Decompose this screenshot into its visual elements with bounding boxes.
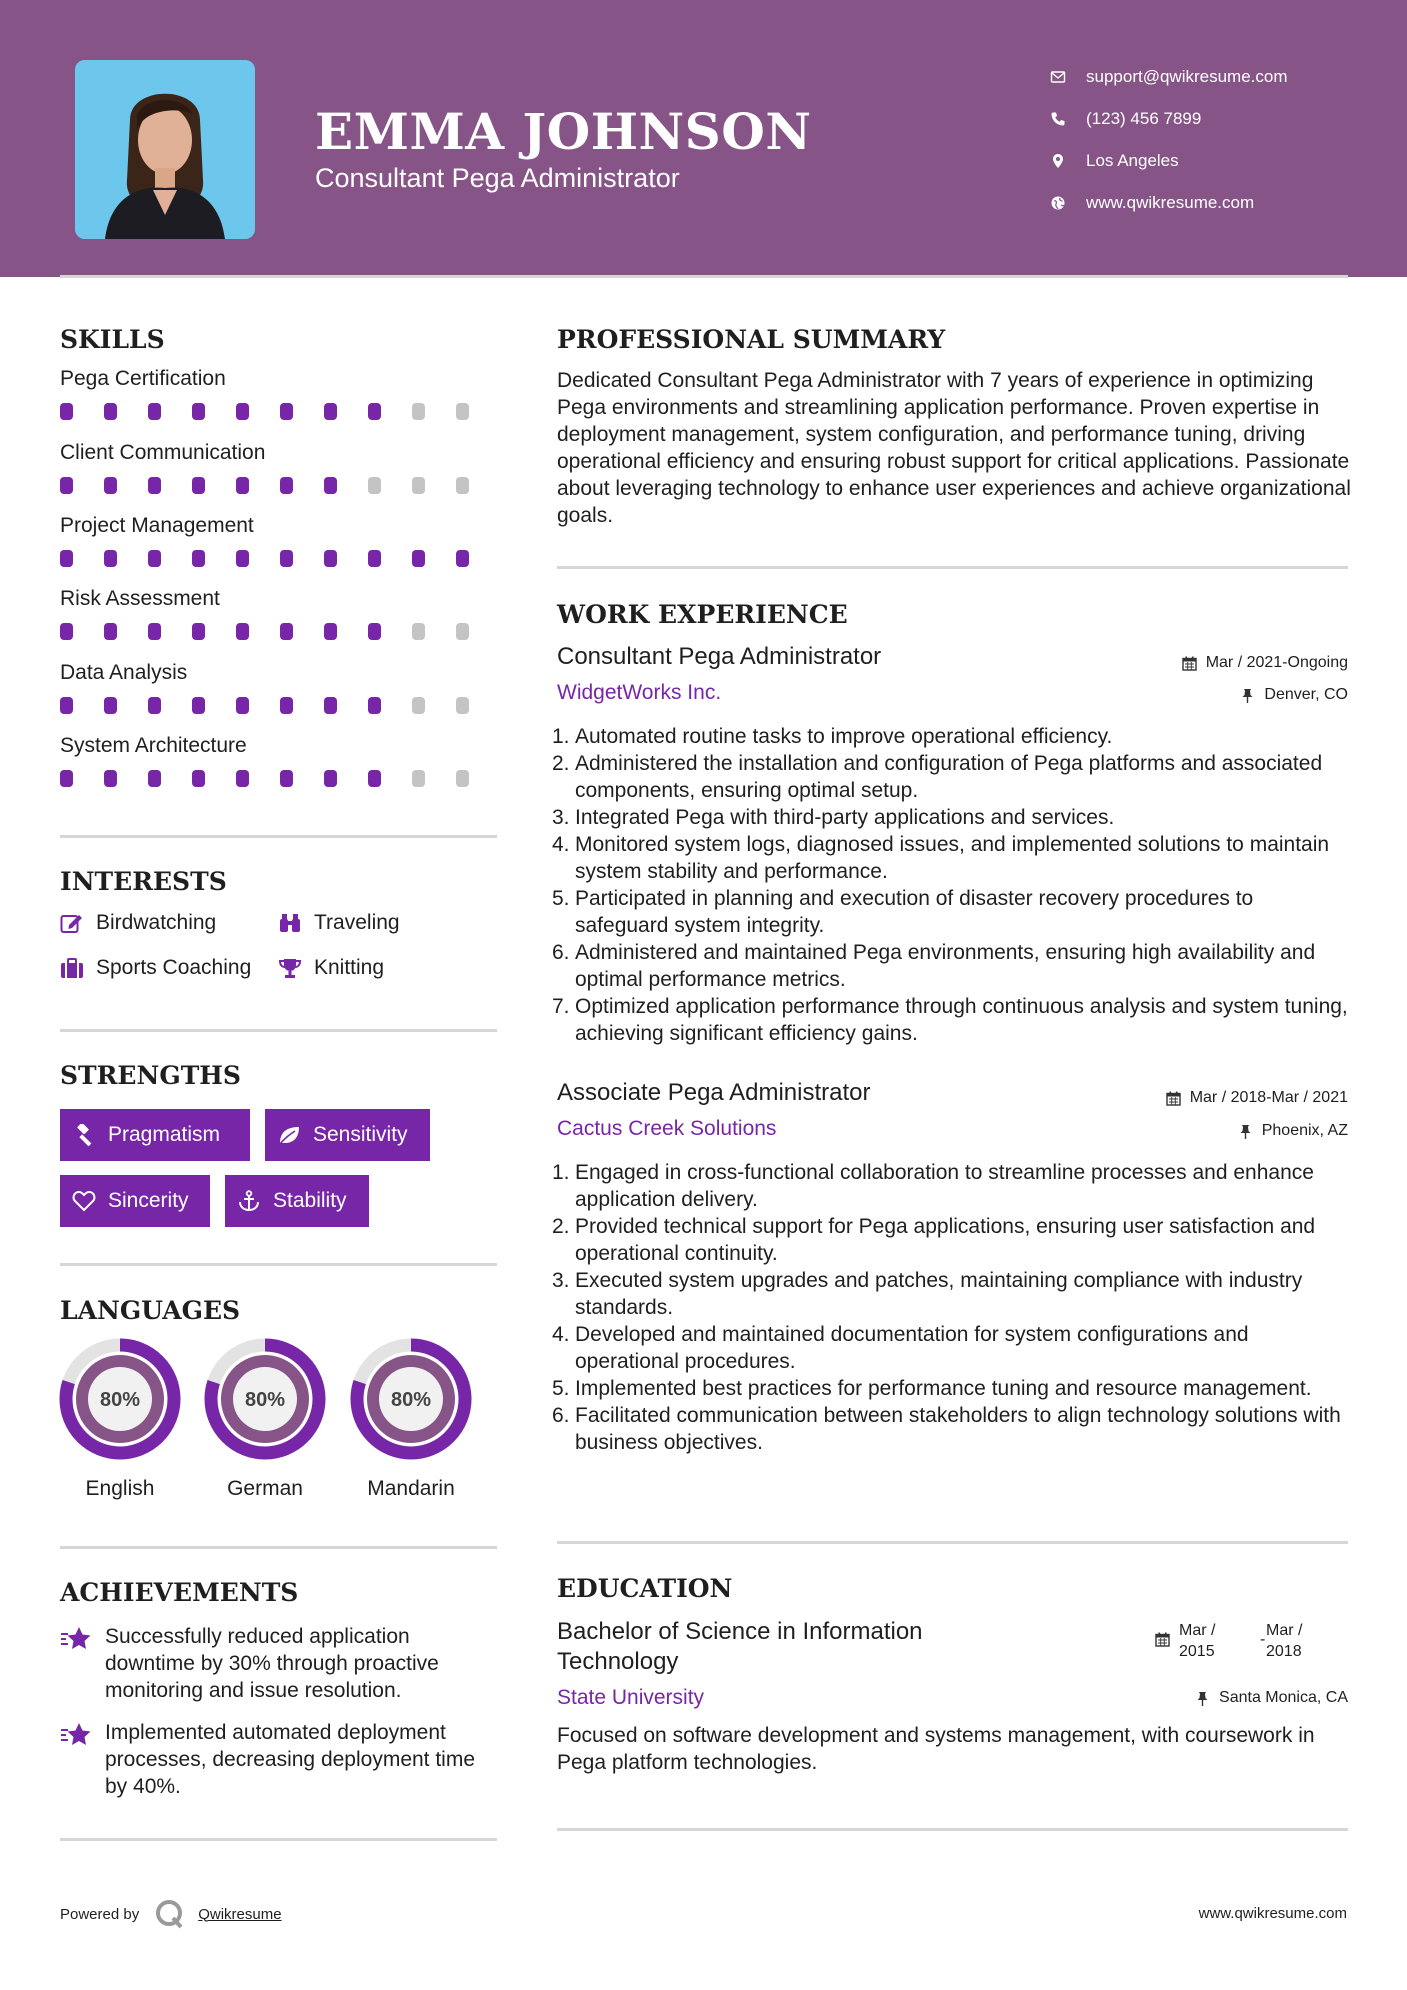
education-start-year: 2015 [1179, 1643, 1215, 1660]
rating-dot-filled [192, 477, 205, 494]
rating-dot-filled [324, 477, 337, 494]
pushpin-icon [1240, 688, 1255, 703]
rating-dot-filled [104, 477, 117, 494]
education-location-text: Santa Monica, CA [1219, 1689, 1348, 1706]
summary-divider [557, 566, 1348, 569]
contact-phone[interactable] [1050, 98, 1370, 140]
interest-label: Traveling [314, 911, 400, 934]
skill-rating [60, 550, 500, 567]
pencil-square-icon [60, 912, 84, 934]
rating-dot-filled [236, 477, 249, 494]
achievements-divider [60, 1838, 497, 1841]
contact-location [1050, 140, 1370, 182]
rating-dot-empty [456, 623, 469, 640]
responsibility-item [552, 1213, 1352, 1267]
rating-dot-empty [412, 477, 425, 494]
language-percent: 80% [244, 1389, 286, 1411]
responsibility-item [552, 804, 1352, 831]
degree-title [557, 1618, 923, 1676]
rating-dot-filled [192, 770, 205, 787]
responsibility-text: Executed system upgrades and patches, maintaining compliance with industry standards. [575, 1269, 1303, 1319]
interest-label: Birdwatching [96, 911, 217, 934]
contact-phone-text: (123) 456 7899 [1086, 109, 1202, 128]
list-number: 3. [552, 806, 570, 829]
list-number: 1. [552, 1161, 570, 1184]
responsibility-item [552, 1321, 1352, 1375]
degree-line-2: Technology [557, 1648, 679, 1675]
responsibility-text: Optimized application performance through continuous analysis and system tuning, achieving significant efficiency gains. [575, 995, 1348, 1045]
rating-dot-filled [236, 550, 249, 567]
rating-dot-empty [412, 770, 425, 787]
skill-name: Data Analysis [60, 661, 188, 684]
job-location [1240, 686, 1348, 704]
footer-powered-by [60, 1898, 282, 1930]
list-number: 1. [552, 725, 570, 748]
map-pin-icon [1050, 153, 1086, 169]
rating-dot-filled [148, 550, 161, 567]
degree-line-1: Bachelor of Science in Information [557, 1618, 923, 1645]
rating-dot-filled [60, 623, 73, 640]
job-dates-text: Mar / 2021-Ongoing [1205, 654, 1348, 671]
skill-rating [60, 770, 500, 787]
responsibility-text: Automated routine tasks to improve operational efficiency. [575, 725, 1113, 748]
job-company: Cactus Creek Solutions [557, 1117, 777, 1140]
responsibility-item [552, 1402, 1352, 1456]
skill-name: Risk Assessment [60, 587, 220, 610]
strength-label: Stability [273, 1189, 347, 1212]
education-end-year: 2018 [1266, 1643, 1302, 1660]
achievement-text: Successfully reduced application downtime by 30% through proactive monitoring and issue resolution. [105, 1625, 439, 1702]
achievement-item [60, 1623, 500, 1704]
job-location-text: Denver, CO [1264, 686, 1348, 703]
strength-label: Sincerity [108, 1189, 189, 1212]
responsibility-text: Engaged in cross-functional collaboration to streamline processes and enhance application delivery. [575, 1161, 1314, 1211]
rating-dot-empty [412, 697, 425, 714]
rating-dot-filled [192, 623, 205, 640]
responsibility-item [552, 1375, 1352, 1402]
skill-rating [60, 623, 500, 640]
rating-dot-filled [368, 697, 381, 714]
rating-dot-filled [368, 403, 381, 420]
interest-label: Sports Coaching [96, 956, 252, 979]
responsibility-text: Facilitated communication between stakeholders to align technology solutions with business objectives. [575, 1404, 1341, 1454]
rating-dot-filled [236, 697, 249, 714]
interests-divider [60, 1029, 497, 1032]
responsibility-item [552, 1159, 1352, 1213]
job-dates-text: Mar / 2018-Mar / 2021 [1189, 1089, 1348, 1106]
rating-dot-filled [368, 623, 381, 640]
language-progress-ring [350, 1338, 472, 1460]
heart-icon [72, 1190, 96, 1212]
rating-dot-filled [60, 477, 73, 494]
rating-dot-filled [236, 770, 249, 787]
rating-dot-filled [104, 697, 117, 714]
trophy-icon [278, 957, 302, 979]
rating-dot-filled [60, 697, 73, 714]
list-number: 6. [552, 941, 570, 964]
languages-title: LANGUAGES [60, 1296, 241, 1325]
responsibility-text: Implemented best practices for performance tuning and resource management. [575, 1377, 1312, 1400]
responsibility-item [552, 993, 1352, 1047]
education-start-month: Mar / [1179, 1622, 1216, 1639]
responsibility-text: Provided technical support for Pega applications, ensuring user satisfaction and operational continuity. [575, 1215, 1316, 1265]
gavel-icon [72, 1124, 96, 1146]
rating-dot-filled [368, 770, 381, 787]
education-date-dash: - [1260, 1631, 1266, 1648]
education-start-date [1179, 1620, 1215, 1662]
strengths-divider [60, 1263, 497, 1266]
education-end-date [1266, 1620, 1302, 1662]
pushpin-icon [1195, 1691, 1210, 1706]
education-title: EDUCATION [557, 1574, 733, 1603]
job-title: Consultant Pega Administrator [557, 643, 882, 670]
briefcase-icon [60, 957, 84, 979]
strength-tag [60, 1109, 250, 1161]
responsibility-text: Monitored system logs, diagnosed issues, and implemented solutions to maintain system stability and performance. [575, 833, 1330, 883]
skill-item [60, 734, 500, 787]
profile-photo [75, 60, 255, 239]
pushpin-icon [1238, 1124, 1253, 1139]
rating-dot-filled [60, 770, 73, 787]
rating-dot-filled [148, 697, 161, 714]
school-name: State University [557, 1686, 705, 1709]
rating-dot-empty [412, 623, 425, 640]
list-number: 5. [552, 887, 570, 910]
rating-dot-empty [368, 477, 381, 494]
rating-dot-filled [324, 550, 337, 567]
responsibility-item [552, 723, 1352, 750]
list-number: 4. [552, 1323, 570, 1346]
rating-dot-filled [280, 477, 293, 494]
interest-item [278, 911, 400, 935]
strength-tag [60, 1175, 210, 1227]
interest-item [278, 956, 384, 980]
rating-dot-filled [104, 550, 117, 567]
rating-dot-filled [324, 770, 337, 787]
language-name: English [85, 1477, 155, 1500]
responsibility-text: Administered the installation and configuration of Pega platforms and associated components, ensuring optimal setup. [575, 752, 1323, 802]
job-location-text: Phoenix, AZ [1261, 1122, 1348, 1139]
list-number: 6. [552, 1404, 570, 1427]
language-percent: 80% [390, 1389, 432, 1411]
skills-title: SKILLS [60, 325, 165, 354]
summary-text: Dedicated Consultant Pega Administrator with 7 years of experience in optimizing Pega environments and streamlining application performance. Proven expertise in deployment management, system configuration, and performance tuning, driving operational efficiency and ensuring robust support for critical applications. Passionate about leveraging technology to enhance user experiences and achieve organizational goals. [557, 369, 1351, 527]
rating-dot-filled [280, 550, 293, 567]
job-dates [1166, 1089, 1348, 1107]
rating-dot-filled [148, 770, 161, 787]
rating-dot-filled [104, 623, 117, 640]
rating-dot-filled [236, 403, 249, 420]
skill-item [60, 441, 500, 494]
summary-title: PROFESSIONAL SUMMARY [557, 325, 946, 354]
phone-icon [1050, 111, 1086, 127]
strength-tag [225, 1175, 369, 1227]
responsibility-text: Developed and maintained documentation for system configurations and operational procedures. [575, 1323, 1249, 1373]
strength-label: Pragmatism [108, 1123, 221, 1146]
experience-title: WORK EXPERIENCE [557, 600, 848, 629]
interest-label: Knitting [314, 956, 385, 979]
responsibility-item [552, 939, 1352, 993]
language-name: German [227, 1477, 303, 1500]
responsibility-text: Integrated Pega with third-party applications and services. [575, 806, 1115, 829]
brand-link[interactable]: Qwikresume [198, 1905, 282, 1923]
skill-item [60, 367, 500, 420]
list-number: 7. [552, 995, 570, 1018]
responsibility-item [552, 1267, 1352, 1321]
rating-dot-filled [280, 403, 293, 420]
rating-dot-filled [324, 623, 337, 640]
achievement-text: Implemented automated deployment processes, decreasing deployment time by 40%. [105, 1721, 476, 1798]
language-name: Mandarin [367, 1477, 455, 1500]
rating-dot-empty [456, 477, 469, 494]
interest-item [60, 911, 216, 935]
responsibility-text: Participated in planning and execution of disaster recovery procedures to safeguard system integrity. [575, 887, 1254, 937]
header-divider [60, 275, 1348, 278]
achievements-title: ACHIEVEMENTS [60, 1578, 299, 1607]
globe-icon [1050, 195, 1086, 211]
language-percent: 80% [99, 1389, 141, 1411]
education-divider [557, 1828, 1348, 1831]
skill-rating [60, 697, 500, 714]
rating-dot-filled [456, 550, 469, 567]
resume-header [0, 0, 1407, 277]
star-icon [60, 1625, 92, 1653]
rating-dot-empty [456, 770, 469, 787]
rating-dot-filled [192, 697, 205, 714]
rating-dot-filled [324, 697, 337, 714]
education-location [1195, 1689, 1348, 1707]
job-company: WidgetWorks Inc. [557, 681, 722, 704]
strength-label: Sensitivity [313, 1123, 408, 1146]
binoculars-icon [278, 912, 302, 934]
list-number: 3. [552, 1269, 570, 1292]
languages-divider [60, 1546, 497, 1549]
contact-email-text: support@qwikresume.com [1086, 67, 1288, 86]
rating-dot-filled [280, 770, 293, 787]
rating-dot-filled [368, 550, 381, 567]
rating-dot-filled [60, 550, 73, 567]
calendar-icon [1182, 656, 1197, 671]
language-item [204, 1338, 326, 1501]
anchor-icon [237, 1190, 261, 1212]
job-title: Associate Pega Administrator [557, 1079, 871, 1106]
calendar-icon [1166, 1091, 1181, 1106]
skill-name: Client Communication [60, 441, 266, 464]
rating-dot-empty [456, 697, 469, 714]
responsibility-text: Administered and maintained Pega environments, ensuring high availability and optimal performance metrics. [575, 941, 1316, 991]
rating-dot-filled [192, 403, 205, 420]
rating-dot-empty [456, 403, 469, 420]
list-number: 5. [552, 1377, 570, 1400]
education-dates [1153, 1620, 1313, 1664]
rating-dot-empty [412, 403, 425, 420]
experience-divider [557, 1541, 1348, 1544]
list-number: 2. [552, 752, 570, 775]
rating-dot-filled [236, 623, 249, 640]
job-dates [1182, 654, 1348, 672]
rating-dot-filled [60, 403, 73, 420]
language-item [59, 1338, 181, 1501]
job-responsibilities [552, 1159, 1352, 1456]
list-number: 2. [552, 1215, 570, 1238]
rating-dot-filled [280, 623, 293, 640]
contact-location-text: Los Angeles [1086, 151, 1179, 170]
responsibility-item [552, 831, 1352, 885]
rating-dot-filled [280, 697, 293, 714]
contact-website-text: www.qwikresume.com [1086, 193, 1255, 212]
interest-item [60, 956, 251, 980]
rating-dot-filled [148, 403, 161, 420]
language-item [350, 1338, 472, 1501]
calendar-icon [1155, 1632, 1170, 1647]
candidate-name: EMMA JOHNSON [315, 102, 812, 161]
skill-name: System Architecture [60, 734, 247, 757]
portrait-image [75, 60, 255, 239]
achievement-item [60, 1719, 500, 1800]
skill-item [60, 661, 500, 714]
qwikresume-logo-icon [154, 1898, 186, 1930]
list-number: 4. [552, 833, 570, 856]
rating-dot-filled [104, 770, 117, 787]
footer-website[interactable]: www.qwikresume.com [1198, 1905, 1347, 1922]
candidate-role: Consultant Pega Administrator [315, 163, 680, 193]
responsibility-item [552, 750, 1352, 804]
skill-item [60, 587, 500, 640]
strength-tag [265, 1109, 430, 1161]
responsibility-item [552, 885, 1352, 939]
contact-website[interactable] [1050, 182, 1370, 224]
education-end-month: Mar / [1266, 1622, 1303, 1639]
rating-dot-filled [104, 403, 117, 420]
skill-name: Project Management [60, 514, 254, 537]
job-responsibilities [552, 723, 1352, 1047]
job-location [1238, 1122, 1348, 1140]
envelope-icon [1050, 69, 1086, 85]
rating-dot-filled [148, 623, 161, 640]
star-icon [60, 1721, 92, 1749]
strengths-title: STRENGTHS [60, 1061, 241, 1090]
leaf-icon [277, 1124, 301, 1146]
contact-list [1050, 56, 1370, 224]
rating-dot-filled [192, 550, 205, 567]
skill-rating [60, 477, 500, 494]
rating-dot-filled [148, 477, 161, 494]
skill-rating [60, 403, 500, 420]
language-progress-ring [59, 1338, 181, 1460]
rating-dot-filled [412, 550, 425, 567]
skill-item [60, 514, 500, 567]
interests-title: INTERESTS [60, 867, 227, 896]
education-description: Focused on software development and systems management, with coursework in Pega platform technologies. [557, 1724, 1315, 1774]
language-progress-ring [204, 1338, 326, 1460]
contact-email[interactable] [1050, 56, 1370, 98]
skills-divider [60, 835, 497, 838]
skill-name: Pega Certification [60, 367, 226, 390]
powered-by-text: Powered by [60, 1905, 140, 1923]
rating-dot-filled [324, 403, 337, 420]
